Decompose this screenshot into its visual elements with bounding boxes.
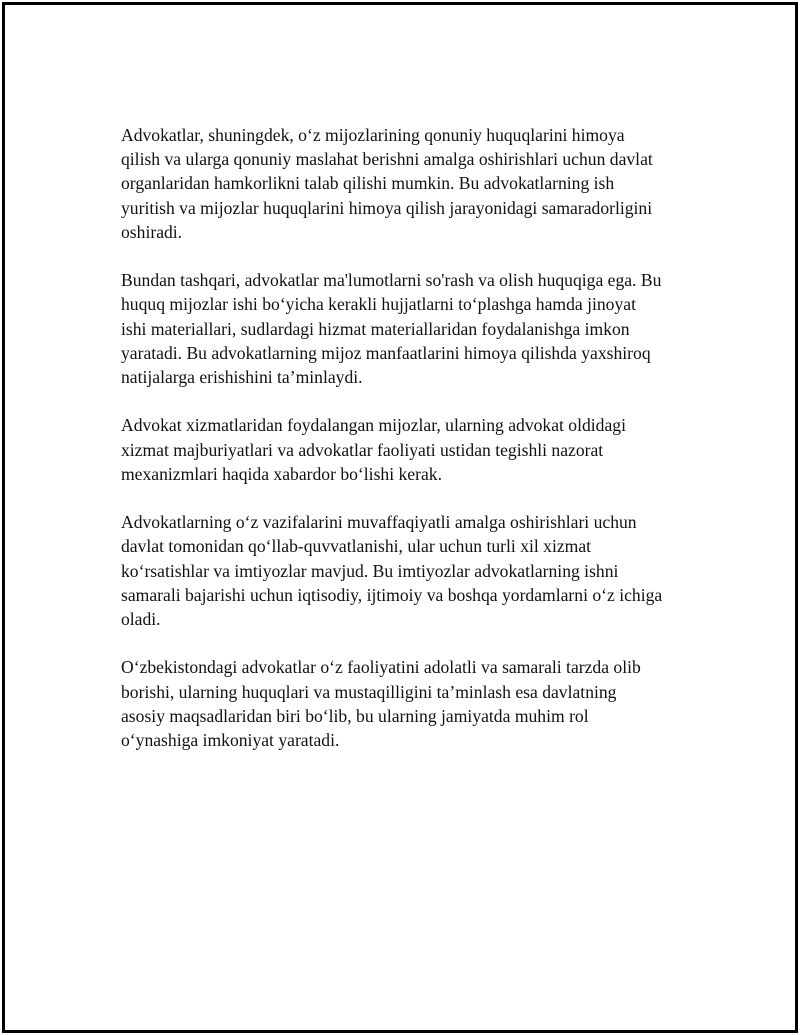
paragraph: Advokatlarning o‘z vazifalarini muvaffaqiyatli amalga oshirishlari uchun davlat tomonidan qo‘llab-quvvatlanishi, ular uchun turli xil xizmat ko‘rsatishlar va imtiyozlar mavjud. Bu imtiyozlar advokatlarning ishni samarali bajarishi uchun iqtisodiy, ijtimoiy va boshqa yordamlarni o‘z ichiga oladi. [121, 512, 663, 630]
paragraph: Bundan tashqari, advokatlar ma'lumotlarni so'rash va olish huquqiga ega. Bu huquq mijozlar ishi bo‘yicha kerakli hujjatlarni to‘plashga hamda jinoyat ishi materiallari, sudlardagi hizmat materiallaridan foydalanishga imkon yaratadi. Bu advokatlarning mijoz manfaatlarini himoya qilishda yaxshiroq natijalarga erishishini ta’minlaydi. [121, 270, 662, 388]
paragraph: Advokat xizmatlaridan foydalangan mijozlar, ularning advokat oldidagi xizmat majburiyatlari va advokatlar faoliyati ustidan tegishli nazorat mexanizmlari haqida xabardor bo‘lishi kerak. [121, 415, 626, 484]
document-body [121, 123, 701, 776]
paragraph: Advokatlar, shuningdek, o‘z mijozlarining qonuniy huquqlarini himoya qilish va ularga qonuniy maslahat berishni amalga oshirishlari uchun davlat organlaridan hamkorlikni talab qilishi mumkin. Bu advokatlarning ish yuritish va mijozlar huquqlarini himoya qilish jarayonidagi samaradorligini oshiradi. [121, 125, 653, 242]
paragraph: O‘zbekistondagi advokatlar o‘z faoliyatini adolatli va samarali tarzda olib borishi, ularning huquqlari va mustaqilligini ta’minlash esa davlatning asosiy maqsadlaridan biri bo‘lib, bu ularning jamiyatda muhim rol o‘ynashiga imkoniyat yaratadi. [121, 657, 641, 751]
document-page [2, 2, 798, 1033]
